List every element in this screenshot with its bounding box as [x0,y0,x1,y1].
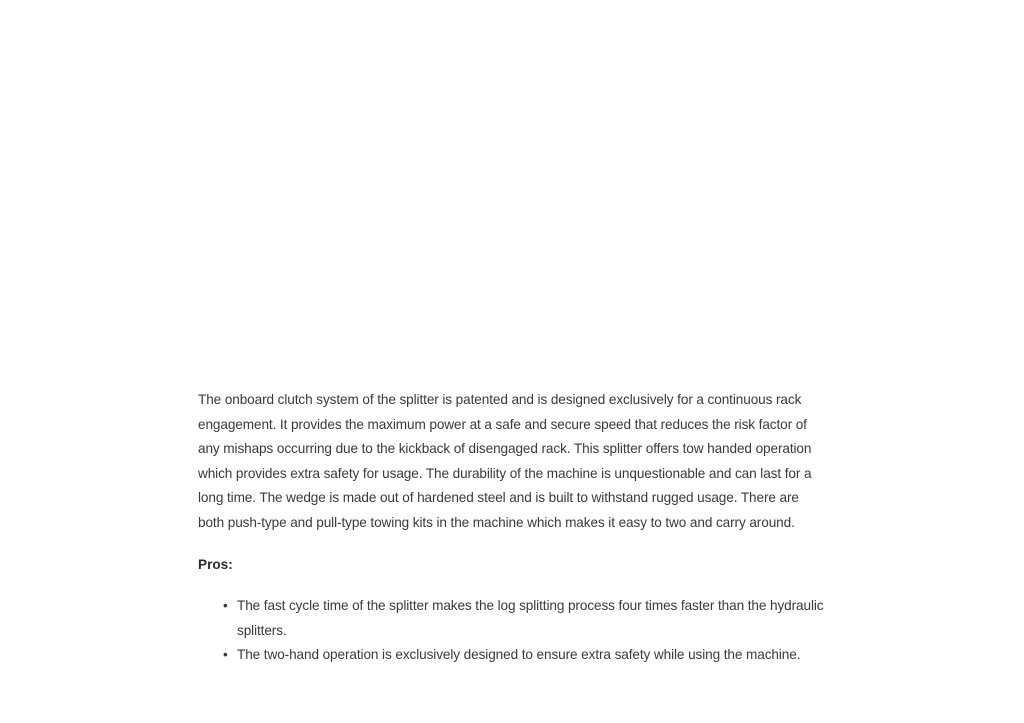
article-content [198,388,826,668]
pros-list-item: • The fast cycle time of the splitter makes the log splitting process four times faster than the hydraulic splitters. [237,594,826,643]
pros-list-item: • The two-hand operation is exclusively designed to ensure extra safety while using the machine. [237,643,826,668]
pros-list [198,594,826,668]
body-paragraph: The onboard clutch system of the splitter is patented and is designed exclusively for a continuous rack engagement. It provides the maximum power at a safe and secure speed that reduces the risk factor of any mishaps occurring due to the kickback of disengaged rack. This splitter offers tow handed operation which provides extra safety for usage. The durability of the machine is unquestionable and can last for a long time. The wedge is made out of hardened steel and is built to withstand rugged usage. There are both push-type and pull-type towing kits in the machine which makes it easy to two and carry around. [198,392,812,530]
pros-heading: Pros: [198,556,233,572]
